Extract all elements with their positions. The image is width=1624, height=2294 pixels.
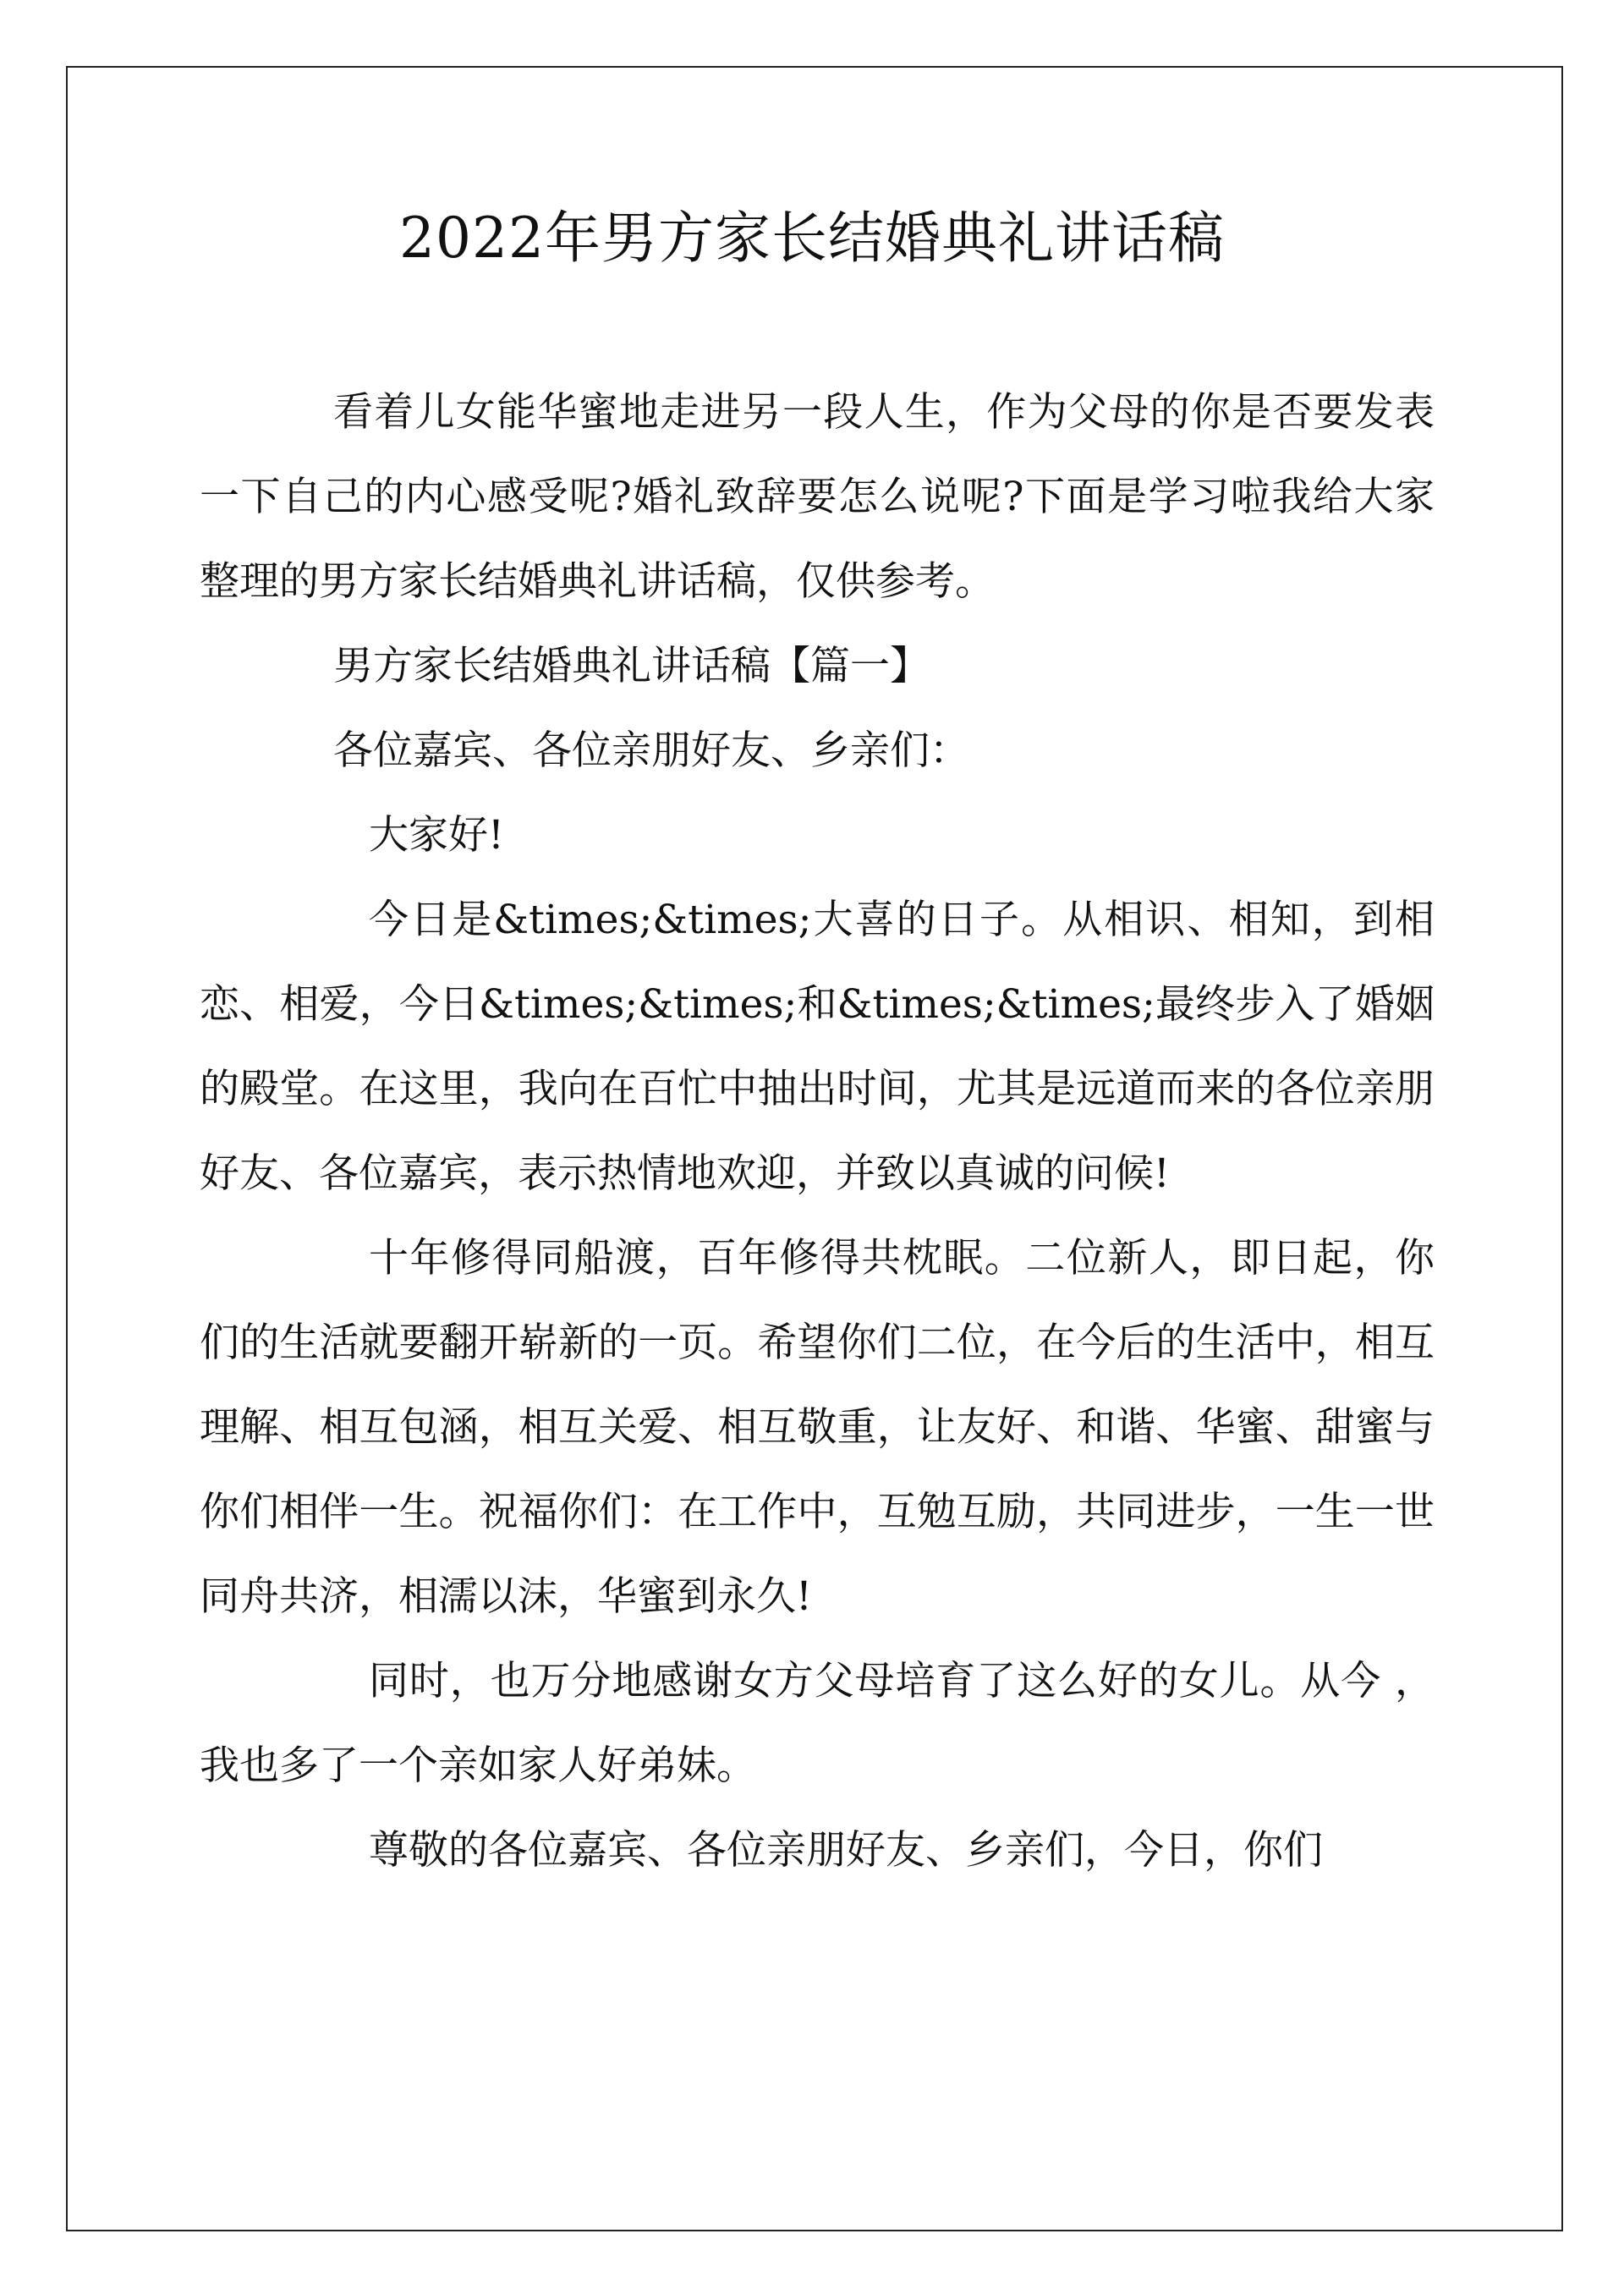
intro-paragraph: 看着儿女能华蜜地走进另一段人生，作为父母的你是否要发表一下自己的内心感受呢?婚礼致辞要怎么说呢?下面是学习啦我给大家整理的男方家长结婚典礼讲话稿，仅供参考。 bbox=[200, 389, 1435, 605]
body-paragraph: 尊敬的各位嘉宾、各位亲朋好友、乡亲们，今日，你们 bbox=[369, 1827, 1323, 1874]
document-body bbox=[200, 370, 1435, 1893]
greeting: 大家好! bbox=[369, 812, 504, 859]
body-paragraph: 十年修得同船渡，百年修得共枕眠。二位新人，即日起，你们的生活就要翻开崭新的一页。希望你们二位，在今后的生活中，相互理解、相互包涵，相互关爱、相互敬重，让友好、和谐、华蜜、甜蜜与你们相伴一生。祝福你们：在工作中，互勉互励，共同进步，一生一世同舟共济，相濡以沫，华蜜到永久! bbox=[200, 1235, 1435, 1620]
section-heading: 男方家长结婚典礼讲话稿【篇一】 bbox=[333, 643, 930, 689]
body-paragraph: 今日是&times;&times;大喜的日子。从相识、相知，到相恋、相爱，今日&times;&times;和&times;&times;最终步入了婚姻的殿堂。在这里，我向在百忙中抽出时间，尤其是远道而来的各位亲朋好友、各位嘉宾，表示热情地欢迎，并致以真诚的问候! bbox=[200, 897, 1435, 1197]
salutation: 各位嘉宾、各位亲朋好友、乡亲们： bbox=[333, 727, 969, 774]
body-paragraph: 同时，也万分地感谢女方父母培育了这么好的女儿。从今 ，我也多了一个亲如家人好弟妹。 bbox=[200, 1658, 1435, 1789]
document-title: 2022年男方家长结婚典礼讲话稿 bbox=[399, 206, 1225, 271]
